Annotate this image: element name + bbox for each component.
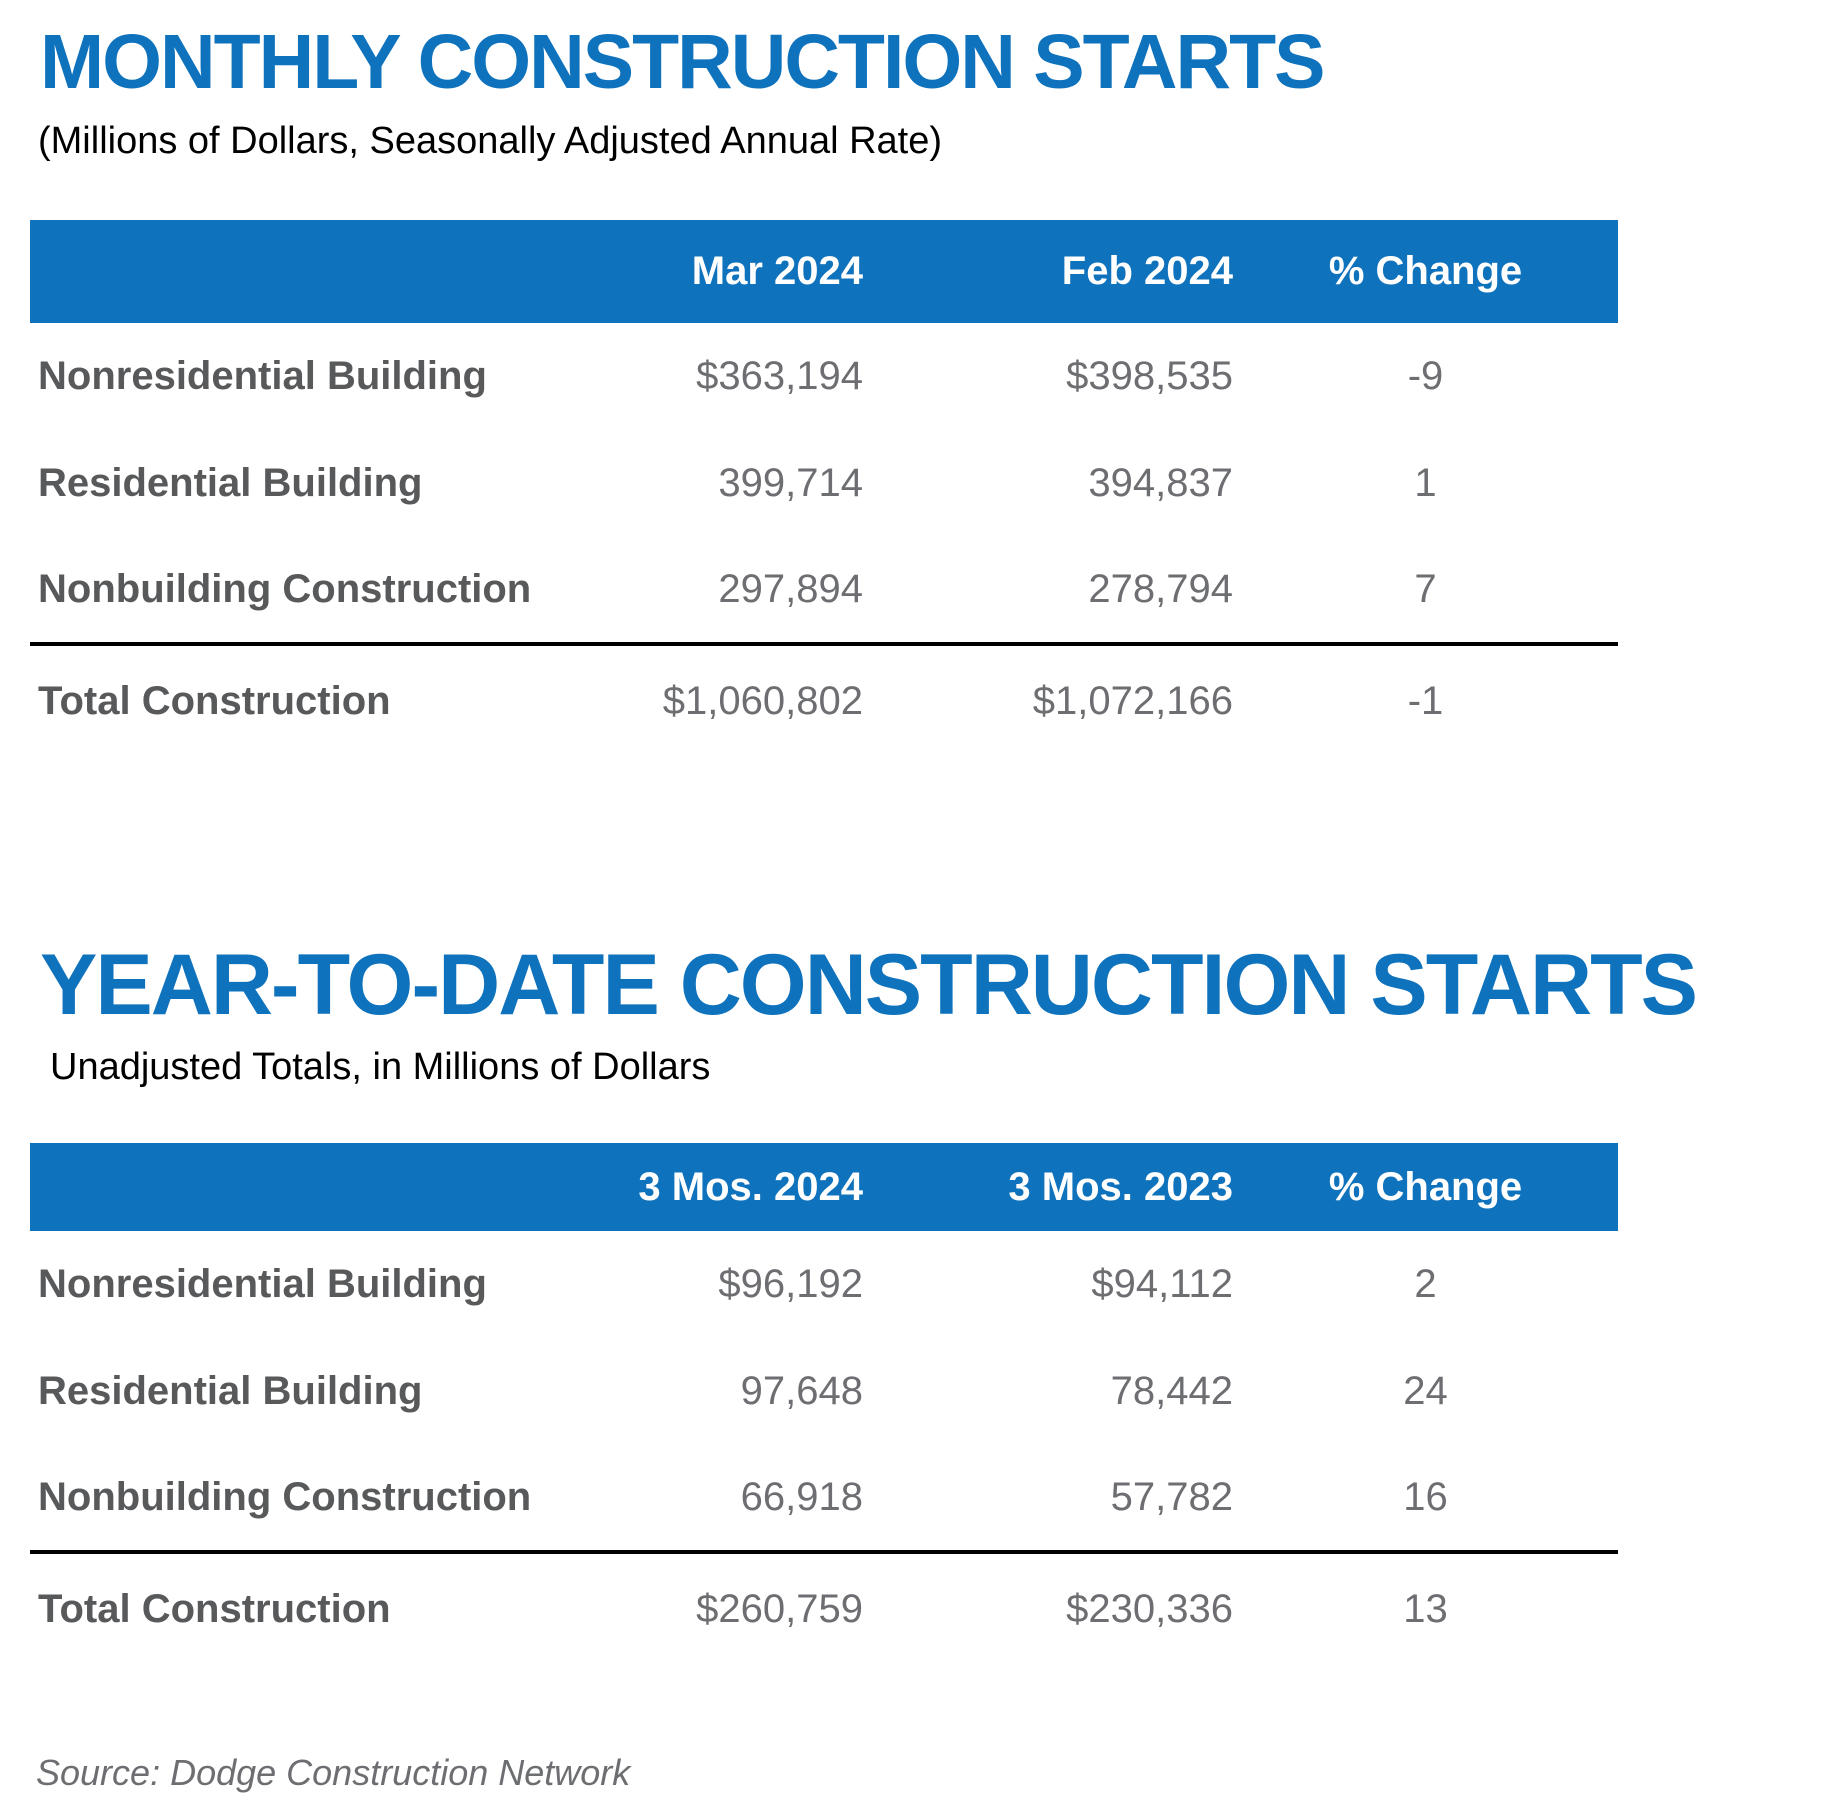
- row-label: Nonresidential Building: [38, 1262, 487, 1306]
- row-value-change: 2: [1414, 1262, 1437, 1306]
- total-value-change: -1: [1233, 644, 1618, 756]
- monthly-section-subtitle: (Millions of Dollars, Seasonally Adjusted Annual Rate): [38, 120, 943, 162]
- table-row: [30, 1338, 1618, 1445]
- row-value-col2: 278,794: [1088, 567, 1233, 611]
- ytd-section-title: YEAR-TO-DATE CONSTRUCTION STARTS: [40, 937, 1696, 1033]
- total-row: [30, 644, 1618, 756]
- total-value-col1: $260,759: [480, 1552, 863, 1664]
- source-attribution: Source: Dodge Construction Network: [36, 1752, 631, 1793]
- row-value-change: -9: [1407, 354, 1444, 398]
- row-value-col2: 57,782: [1110, 1475, 1233, 1519]
- row-value-col1: 297,894: [718, 567, 863, 611]
- row-label: Nonbuilding Construction: [38, 1475, 532, 1519]
- total-label: Total Construction: [30, 1552, 480, 1664]
- ytd-header-pct-change: % Change: [1328, 1164, 1523, 1209]
- ytd-table: [30, 1143, 1618, 1664]
- row-value-col1: 97,648: [740, 1369, 863, 1413]
- row-value-change: 7: [1414, 567, 1437, 611]
- total-value-col1: $1,060,802: [480, 644, 863, 756]
- row-value-change: 24: [1403, 1369, 1448, 1413]
- total-value-change: 13: [1233, 1552, 1618, 1664]
- row-value-col2: 394,837: [1088, 461, 1233, 505]
- table-row: [30, 1231, 1618, 1338]
- monthly-section: [0, 16, 1836, 756]
- monthly-section-title: MONTHLY CONSTRUCTION STARTS: [40, 19, 1324, 105]
- row-value-col1: $363,194: [696, 354, 863, 398]
- total-row: [30, 1552, 1618, 1664]
- row-value-change: 1: [1414, 461, 1437, 505]
- ytd-section-subtitle: Unadjusted Totals, in Millions of Dollars: [50, 1046, 711, 1088]
- row-value-col1: 66,918: [740, 1475, 863, 1519]
- ytd-header-3mos-2023: 3 Mos. 2023: [1008, 1164, 1233, 1209]
- ytd-header-3mos-2024: 3 Mos. 2024: [638, 1164, 863, 1209]
- row-value-col1: 399,714: [718, 461, 863, 505]
- table-row: [30, 430, 1618, 537]
- monthly-header-row: [30, 220, 1618, 323]
- row-label: Nonresidential Building: [38, 354, 487, 398]
- row-value-col1: $96,192: [718, 1262, 863, 1306]
- ytd-header-row: [30, 1143, 1618, 1231]
- table-row: [30, 537, 1618, 644]
- row-label: Residential Building: [38, 461, 423, 505]
- row-label: Residential Building: [38, 1369, 423, 1413]
- ytd-header-spacer: [30, 1143, 480, 1231]
- row-value-change: 16: [1403, 1475, 1448, 1519]
- row-value-col2: 78,442: [1110, 1369, 1233, 1413]
- row-value-col2: $398,535: [1066, 354, 1233, 398]
- total-value-col2: $230,336: [863, 1552, 1233, 1664]
- table-row: [30, 323, 1618, 430]
- total-value-col2: $1,072,166: [863, 644, 1233, 756]
- monthly-header-feb-2024: Feb 2024: [1061, 249, 1233, 293]
- monthly-header-pct-change: % Change: [1328, 249, 1523, 293]
- table-row: [30, 1445, 1618, 1552]
- monthly-header-spacer: [30, 220, 480, 323]
- total-label: Total Construction: [30, 644, 480, 756]
- monthly-header-mar-2024: Mar 2024: [691, 249, 863, 293]
- monthly-table: [30, 220, 1618, 756]
- report-page: [0, 16, 1836, 1805]
- ytd-section: [0, 934, 1836, 1664]
- row-label: Nonbuilding Construction: [38, 567, 532, 611]
- row-value-col2: $94,112: [1091, 1262, 1233, 1306]
